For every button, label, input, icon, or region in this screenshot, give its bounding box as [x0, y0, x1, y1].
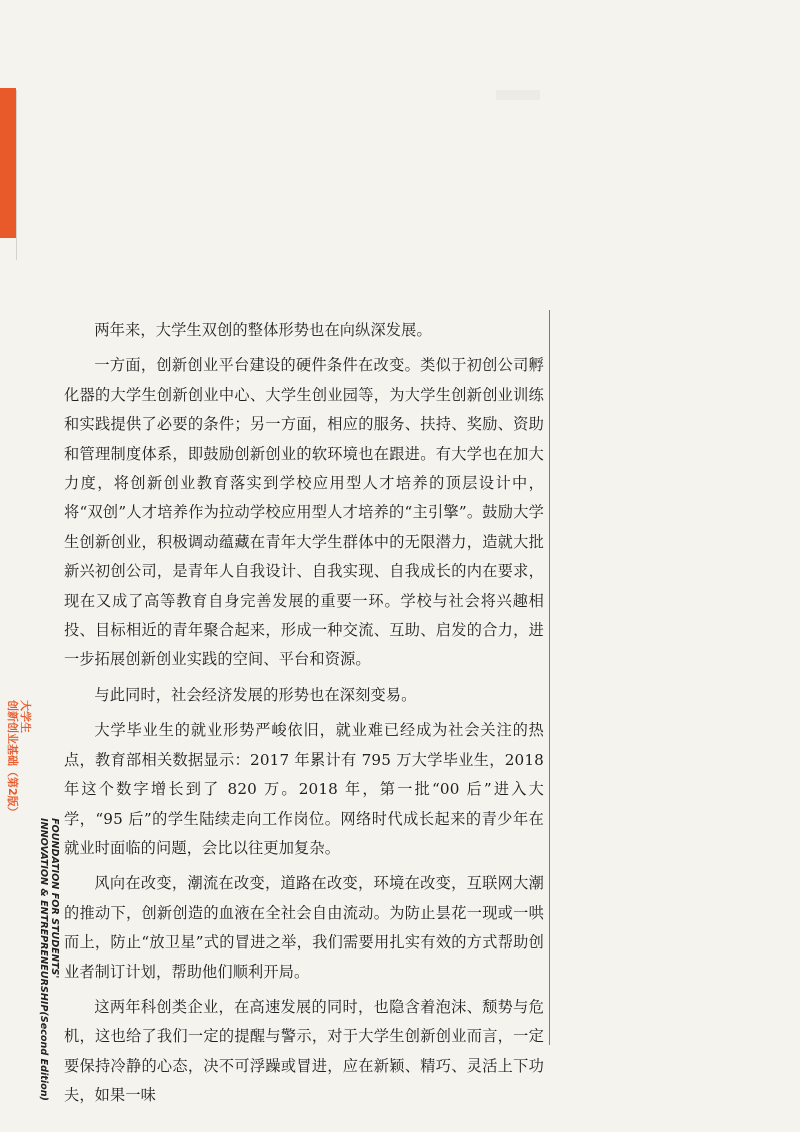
spine-english-line-1: FOUNDATION FOR STUDENTS': [49, 818, 60, 979]
paragraph-4: 大学毕业生的就业形势严峻依旧，就业难已经成为社会关注的热点，教育部相关数据显示：2017 年累计有 795 万大学毕业生，2018 年这个数字增长到了 820 万。2018 年，第一批“00 后”进入大学，“95 后”的学生陆续走向工作岗位。网络时代成长起来的青少年在就业时面临的问题，会比以往更加复杂。: [64, 721, 544, 857]
paragraph-1: 两年来，大学生双创的整体形势也在向纵深发展。: [94, 321, 432, 339]
chapter-tab: [0, 88, 16, 238]
spine-title-line-2: 创新创业基础（第2版）: [6, 700, 19, 818]
spine-chinese-title: [6, 700, 32, 818]
page-edge-line: [16, 90, 17, 260]
spine-title-line-1: 大学生: [19, 700, 32, 733]
spine-title: [6, 700, 60, 1101]
spine-english-title: [38, 818, 60, 1101]
spine-english-line-2: INNOVATION & ENTREPRENEURSHIP(Second Edition): [38, 818, 49, 1101]
faint-header-mark: [496, 90, 540, 100]
body-text: [64, 316, 544, 1111]
margin-rule: [549, 310, 550, 1045]
paragraph-2: 一方面，创新创业平台建设的硬件条件在改变。类似于初创公司孵化器的大学生创新创业中心、大学生创业园等，为大学生创新创业训练和实践提供了必要的条件；另一方面，相应的服务、扶持、奖励、资助和管理制度体系，即鼓励创新创业的软环境也在跟进。有大学也在加大力度，将创新创业教育落实到学校应用型人才培养的顶层设计中，将“双创”人才培养作为拉动学校应用型人才培养的“主引擎”。鼓励大学生创新创业，积极调动蕴藏在青年大学生群体中的无限潜力，造就大批新兴初创公司，是青年人自我设计、自我实现、自我成长的内在要求，现在又成了高等教育自身完善发展的重要一环。学校与社会将兴趣相投、目标相近的青年聚合起来，形成一种交流、互助、启发的合力，进一步拓展创新创业实践的空间、平台和资源。: [64, 356, 544, 669]
paragraph-6: 这两年科创类企业，在高速发展的同时，也隐含着泡沫、颓势与危机，这也给了我们一定的提醒与警示，对于大学生创新创业而言，一定要保持冷静的心态，决不可浮躁或冒进，应在新颖、精巧、灵活上下功夫，如果一味: [64, 997, 544, 1105]
paragraph-3: 与此同时，社会经济发展的形势也在深刻变易。: [94, 685, 417, 704]
paragraph-5: 风向在改变，潮流在改变，道路在改变，环境在改变，互联网大潮的推动下，创新创造的血液在全社会自由流动。为防止昙花一现或一哄而上，防止“放卫星”式的冒进之举，我们需要用扎实有效的方式帮助创业者制订计划，帮助他们顺利开局。: [64, 874, 544, 981]
